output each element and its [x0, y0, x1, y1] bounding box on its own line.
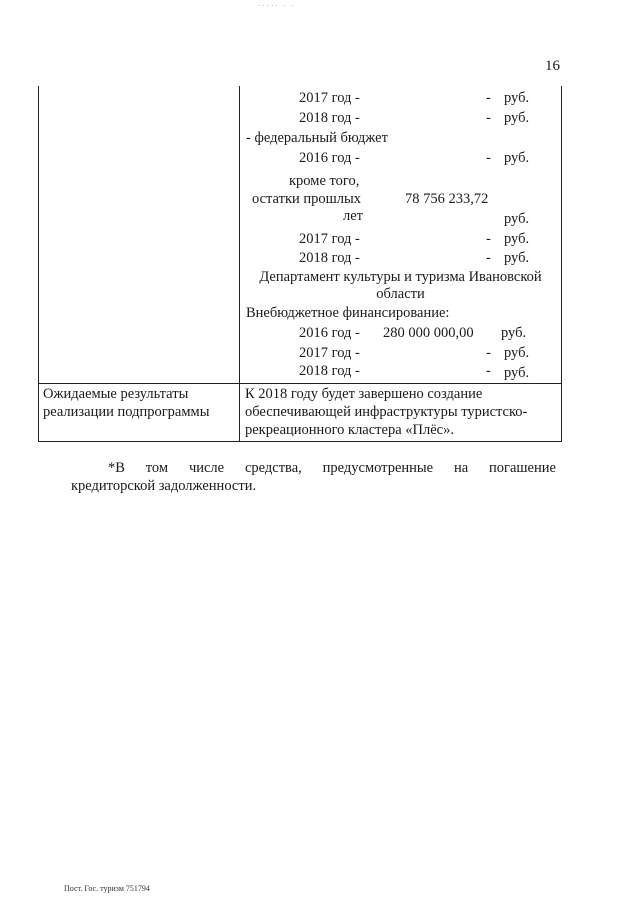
table-right-border — [561, 86, 562, 442]
results-text-3: рекреационного кластера «Плёс». — [245, 422, 454, 438]
results-label-2: реализации подпрограммы — [43, 404, 210, 420]
funding-2016-year-c: 2016 год - — [299, 325, 360, 341]
footnote-word: числе — [188, 460, 225, 476]
funding-2018-unit-b: руб. — [504, 250, 530, 266]
funding-2018-unit-a: руб. — [504, 110, 530, 126]
funding-2016-year-b: 2016 год - — [299, 150, 360, 166]
besides-label-1: кроме того, — [289, 173, 360, 189]
table-column-divider — [239, 86, 240, 442]
funding-2016-unit-b: руб. — [504, 150, 530, 166]
funding-2018-year-b: 2018 год - — [299, 250, 360, 266]
funding-2018-amount-a: - — [486, 110, 491, 126]
results-label-1: Ожидаемые результаты — [43, 386, 189, 402]
funding-2016-amount-b: - — [486, 150, 491, 166]
table-left-border — [38, 86, 39, 442]
footnote-word: предусмотренные — [322, 460, 434, 476]
funding-2018-year-c: 2018 год - — [299, 363, 360, 379]
funding-2016-amount-c: 280 000 000,00 — [383, 325, 474, 341]
offbudget-label: Внебюджетное финансирование: — [246, 305, 450, 321]
footer-stamp: Пост. Гос. туризм 751794 — [64, 884, 150, 893]
besides-amount: 78 756 233,72 — [405, 191, 489, 207]
funding-2017-amount-a: - — [486, 90, 491, 106]
besides-label-3: лет — [343, 208, 364, 224]
results-text-1: К 2018 году будет завершено создание — [245, 386, 483, 402]
scan-mark: ····· · · — [258, 2, 296, 10]
funding-2017-amount-b: - — [486, 231, 491, 247]
footnote-word: средства, — [244, 460, 302, 476]
funding-2017-unit-a: руб. — [504, 90, 530, 106]
budget-table — [38, 86, 562, 442]
funding-2017-unit-b: руб. — [504, 231, 530, 247]
funding-2018-unit-c: руб. — [504, 365, 530, 381]
results-text-2: обеспечивающей инфраструктуры туристско- — [245, 404, 528, 420]
funding-2018-amount-c: - — [486, 363, 491, 379]
besides-unit: руб. — [504, 211, 530, 227]
footnote-word: том — [145, 460, 169, 476]
funding-2017-unit-c: руб. — [504, 345, 530, 361]
federal-budget-label: - федеральный бюджет — [246, 130, 388, 146]
table-bottom-border — [38, 441, 562, 442]
department-label-1: Департамент культуры и туризма Ивановской — [259, 269, 542, 285]
footnote-line-2: кредиторской задолженности. — [71, 478, 257, 494]
funding-2017-amount-c: - — [486, 345, 491, 361]
funding-2018-year-a: 2018 год - — [299, 110, 360, 126]
funding-2017-year-c: 2017 год - — [299, 345, 360, 361]
funding-2018-amount-b: - — [486, 250, 491, 266]
funding-2017-year-b: 2017 год - — [299, 231, 360, 247]
department-label-2: области — [376, 286, 425, 302]
footnote-word: на — [453, 460, 469, 476]
table-row-divider — [38, 383, 562, 384]
footnote-line-1 — [108, 458, 556, 478]
footnote-word: *В — [108, 460, 125, 476]
funding-2017-year-a: 2017 год - — [299, 90, 360, 106]
page-number: 16 — [545, 58, 560, 74]
footnote-word: погашение — [489, 460, 556, 476]
besides-label-2: остатки прошлых — [252, 191, 362, 207]
funding-2016-unit-c: руб. — [501, 325, 527, 341]
